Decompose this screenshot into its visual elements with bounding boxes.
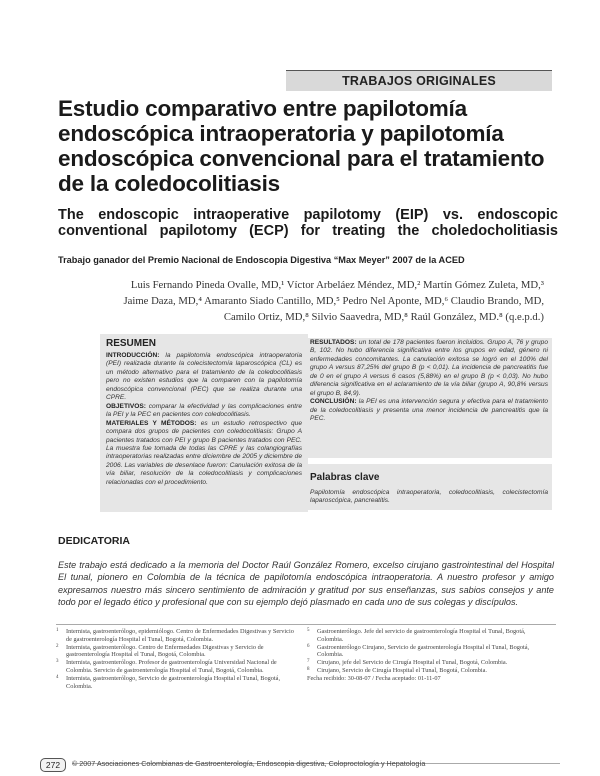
abstract-methods: MATERIALES Y MÉTODOS: es un estudio retrospectivo que compara dos grupos de pacientes con coledocolitiasis: Grupo A pacientes tratados con PEI y grupo B pacientes tratados con PEC. La muestra fue tomada de todas las CPRE y las colangiografías intraoperatorias realizadas entre diciembre de 2005 y diciembre de 2006. Las variables de desenlace fueron: Canulación exitosa de la vía biliar, resolución de la coledocolitiasis y complicaciones relacionadas con el procedimiento. — [106, 419, 303, 486]
dedication-heading: DEDICATORIA — [58, 535, 130, 547]
abstract-results: RESULTADOS: un total de 178 pacientes fueron incluidos. Grupo A, 76 y grupo B, 102. No hubo diferencia significativa entre los grupos en edad, género ni enfermedades concomitantes. La canulación exitosa se logró en el 100% del grupo A versus 87,25% del grupo B (p < 0,01). La incidencia de pancreatitis fue de 0 en el grupo A versus 6 casos (5,88%) en el grupo B (p < 0,03). No hubo diferencia significativa en el aclaramiento de la vía biliar (grupo A, 90,8% versus el grupo B, 84,9). — [310, 339, 548, 397]
footnote-item: 6 Gastroenterólogo Cirujano, Servicio de gastroenterología Hospital el Tunal, Bogotá, Colombia. — [307, 643, 530, 659]
author-line-1: Luis Fernando Pineda Ovalle, MD,¹ Víctor Arbeláez Méndez, MD,² Martín Gómez Zuleta, MD,³ — [130, 279, 544, 291]
author-list — [60, 277, 544, 325]
abstract-introduction: INTRODUCCIÓN: la papilotomía endoscópica intraoperatoria (PEI) realizada durante la colecistectomía laparoscópica (CL) es un método alternativo para el tratamiento de la coledocolitiasis pero no existen estudios que la comparen con la papilotomía endoscópica convencional (PEC) que se realiza durante una CPRE. — [106, 352, 302, 402]
section-label: TRABAJOS ORIGINALES — [342, 74, 496, 88]
footnote-item: 1 Internista, gastroenterólogo, epidemiólogo. Centro de Enfermedades Digestivas y Servicio de gastroenterología Hospital el Tunal, Bogotá, Colombia. — [56, 628, 294, 643]
keywords-heading: Palabras clave — [310, 472, 380, 483]
abstract-heading: RESUMEN — [106, 338, 157, 349]
page-number: 272 — [40, 758, 66, 772]
footnote-divider — [56, 624, 556, 625]
dedication-text: Este trabajo está dedicado a la memoria del Doctor Raúl González Romero, excelso cirujano gastrointestinal del Hospital El tunal, pionero en Colombia de la técnica de papilotomía endoscópica intraoperatoria. A nuestro profesor y amigo expresamos nuestro más sincero sentimiento de admiración y gratitud por sus enseñanzas, sus sabios consejos y ante todo por el legado ético y profesional que con su ejemplo dejó plasmado en cada uno de sus colegas y discípulos. — [58, 560, 554, 607]
title-spanish: Estudio comparativo entre papilotomía endoscópica intraoperatoria y papilotomía endoscópica convencional para el tratamiento de la coledocolitiasis — [58, 96, 545, 196]
abstract-column-left — [106, 352, 302, 487]
keywords-text: Papilotomía endoscópica intraoperatoria, coledocolitiasis, colecistectomía laparoscópica, pancreatitis. — [310, 489, 548, 505]
award-note: Trabajo ganador del Premio Nacional de Endoscopia Digestiva “Max Meyer” 2007 de la ACED — [58, 255, 465, 265]
section-banner — [286, 70, 552, 91]
received-accepted-dates: Fecha recibido: 30-08-07 / Fecha aceptado: 01-11-07 — [307, 674, 441, 682]
title-english: The endoscopic intraoperative papilotomy (EIP) vs. endoscopic conventional papilotomy (ECP) for treating the choledocholitiasis — [58, 207, 558, 239]
footnotes-left — [56, 628, 296, 690]
footnotes-right — [307, 628, 537, 683]
footnote-item: 2 Internista, gastroenterólogo. Centro de Enfermedades Digestivas y Servicio de gastroenterología Hospital el Tunal, Bogotá, Colombia. — [56, 643, 264, 659]
footnote-item: 7 Cirujano, jefe del Servicio de Cirugía Hospital el Tunal, Bogotá, Colombia. — [307, 659, 508, 667]
footnote-item: 3 Internista, gastroenterólogo. Profesor de gastroenterología Universidad Nacional de Colombia. Servicio de gastroenterología Hospital el Tunal, Bogotá, Colombia. — [56, 659, 277, 674]
footnote-item: 8 Cirujano, Servicio de Cirugía Hospital el Tunal, Bogotá, Colombia. — [307, 666, 488, 674]
abstract-objectives: OBJETIVOS: comparar la efectividad y las complicaciones entre la PEI y la PEC en pacientes con coledocolitiasis. — [106, 402, 302, 419]
footnote-item: 4 Internista, gastroenterólogo, Servicio de gastroenterología Hospital el Tunal, Bogotá, Colombia. — [56, 674, 281, 690]
abstract-column-right — [310, 339, 548, 424]
footnote-item: 5 Gastroenterólogo. Jefe del servicio de gastroenterología Hospital el Tunal, Bogotá, Colombia. — [307, 628, 526, 643]
author-line-3: Camilo Ortiz, MD,⁸ Silvio Saavedra, MD,⁸ Raúl González, MD.⁸ (q.e.p.d.) — [223, 311, 544, 323]
author-line-2: Jaime Daza, MD,⁴ Amaranto Siado Cantillo, MD,⁵ Pedro Nel Aponte, MD,⁶ Claudio Brando, MD, — [123, 295, 544, 307]
copyright-footer: © 2007 Asociaciones Colombianas de Gastroenterología, Endoscopia digestiva, Coloproctología y Hepatología — [72, 759, 426, 768]
abstract-conclusion: CONCLUSIÓN: la PEI es una intervención segura y efectiva para el tratamiento de la coledocolitiasis y presenta una menor incidencia de pancreatitis que la PEC. — [310, 398, 548, 423]
